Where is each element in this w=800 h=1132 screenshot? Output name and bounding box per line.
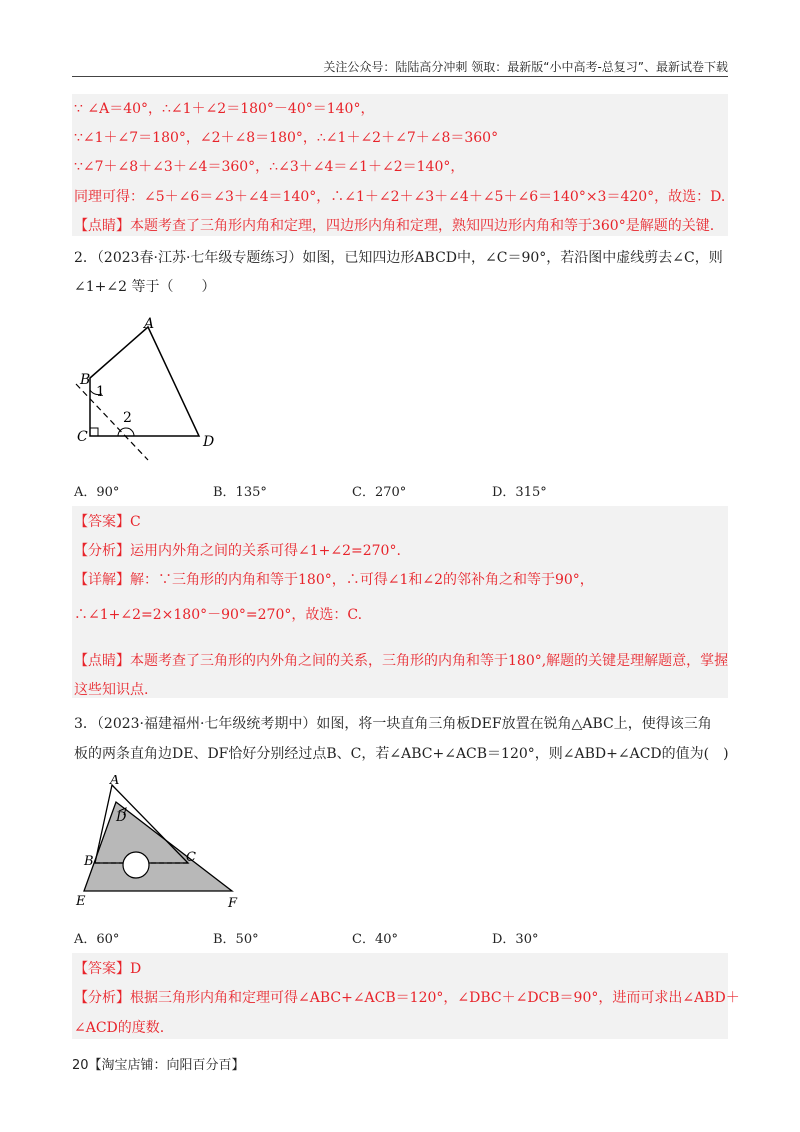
dashed-cut-line (76, 384, 148, 460)
q2-label-c: C (77, 429, 88, 445)
q2-stem-1: 2．（2023春·江苏·七年级专题练习）如图，已知四边形ABCD中，∠C＝90°，若沿图中虚线剪去∠C，则 (74, 250, 723, 266)
q3-label-e: E (76, 894, 86, 909)
q3-answer: 【答案】D (74, 961, 142, 977)
q3-label-c: C (186, 850, 196, 865)
q3-option-d: D．30° (492, 932, 539, 947)
q3-label-f: F (228, 896, 238, 910)
q3-stem-2: 板的两条直角边DE、DF恰好分别经过点B、C，若∠ABC+∠ACB＝120°，则∠ABD+∠ACD的值为( ) (74, 746, 729, 762)
q3-stem-1: 3．（2023·福建福州·七年级统考期中）如图，将一块直角三角板DEF放置在锐角△ABC上，使得该三角 (74, 716, 712, 732)
q3-label-b: B (84, 854, 94, 869)
q3-option-b: B．50° (213, 932, 259, 947)
q3-label-a: A (110, 775, 120, 788)
solution-line-3: ∵∠7＋∠8＋∠3＋∠4＝360°，∴∠3＋∠4＝∠1＋∠2＝140°， (74, 159, 465, 175)
q2-option-a: A．90° (74, 485, 120, 500)
q3-figure (72, 775, 252, 910)
q2-option-d: D．315° (492, 485, 547, 500)
q2-figure (72, 310, 252, 470)
comment-line: 【点睛】本题考查了三角形内角和定理，四边形内角和定理，熟知四边形内角和等于360°是解题的关键. (74, 218, 715, 234)
q3-analysis-1: 【分析】根据三角形内角和定理可得∠ABC+∠ACB＝120°，∠DBC＋∠DCB＝90°，进而可求出∠ABD＋ (74, 990, 740, 1006)
q2-stem-2: ∠1+∠2 等于（ ） (74, 279, 216, 295)
q3-label-d: D (116, 810, 127, 825)
q2-option-b: B．135° (213, 485, 267, 500)
q2-comment-2: 这些知识点. (74, 682, 149, 698)
q2-answer: 【答案】C (74, 514, 141, 530)
q2-label-a: A (144, 316, 155, 332)
q2-analysis: 【分析】运用内外角之间的关系可得∠1+∠2=270°. (74, 543, 401, 559)
triangle-def (84, 802, 232, 891)
q2-label-b: B (80, 372, 91, 388)
q2-label-1: 1 (96, 384, 105, 400)
q3-option-c: C．40° (352, 932, 398, 947)
q2-detail-1: 【详解】解：∵三角形的内角和等于180°，∴可得∠1和∠2的邻补角之和等于90°， (74, 572, 594, 588)
page-footer: 20【淘宝店铺：向阳百分百】 (72, 1058, 245, 1073)
q2-comment-1: 【点睛】本题考查了三角形的内外角之间的关系，三角形的内角和等于180°,解题的关键是理解题意，掌握 (74, 653, 729, 669)
solution-line-2: ∵∠1＋∠7＝180°，∠2＋∠8＝180°，∴∠1＋∠2＋∠7＋∠8＝360° (74, 130, 499, 146)
quadrilateral-abcd (90, 327, 199, 436)
q2-label-2: 2 (123, 410, 132, 426)
header-rule (72, 76, 728, 77)
right-angle-mark (90, 428, 98, 436)
solution-line-4: 同理可得：∠5＋∠6＝∠3＋∠4＝140°，∴∠1＋∠2＋∠3＋∠4＋∠5＋∠6＝140°×3＝420°，故选：D. (74, 189, 726, 205)
angle-2-arc (118, 428, 134, 436)
page-header: 关注公众号：陆陆高分冲刺 领取：最新版“小中高考-总复习”、最新试卷下载 (323, 60, 728, 74)
triangle-hole (123, 852, 149, 878)
solution-line-1: ∵ ∠A＝40°，∴∠1＋∠2＝180°－40°＝140°， (74, 101, 375, 117)
q2-option-c: C．270° (352, 485, 407, 500)
q3-analysis-2: ∠ACD的度数. (74, 1020, 165, 1036)
q3-option-a: A．60° (74, 932, 120, 947)
q2-detail-2: ∴∠1+∠2=2×180°－90°=270°，故选：C. (74, 607, 363, 623)
q2-label-d: D (203, 434, 215, 450)
